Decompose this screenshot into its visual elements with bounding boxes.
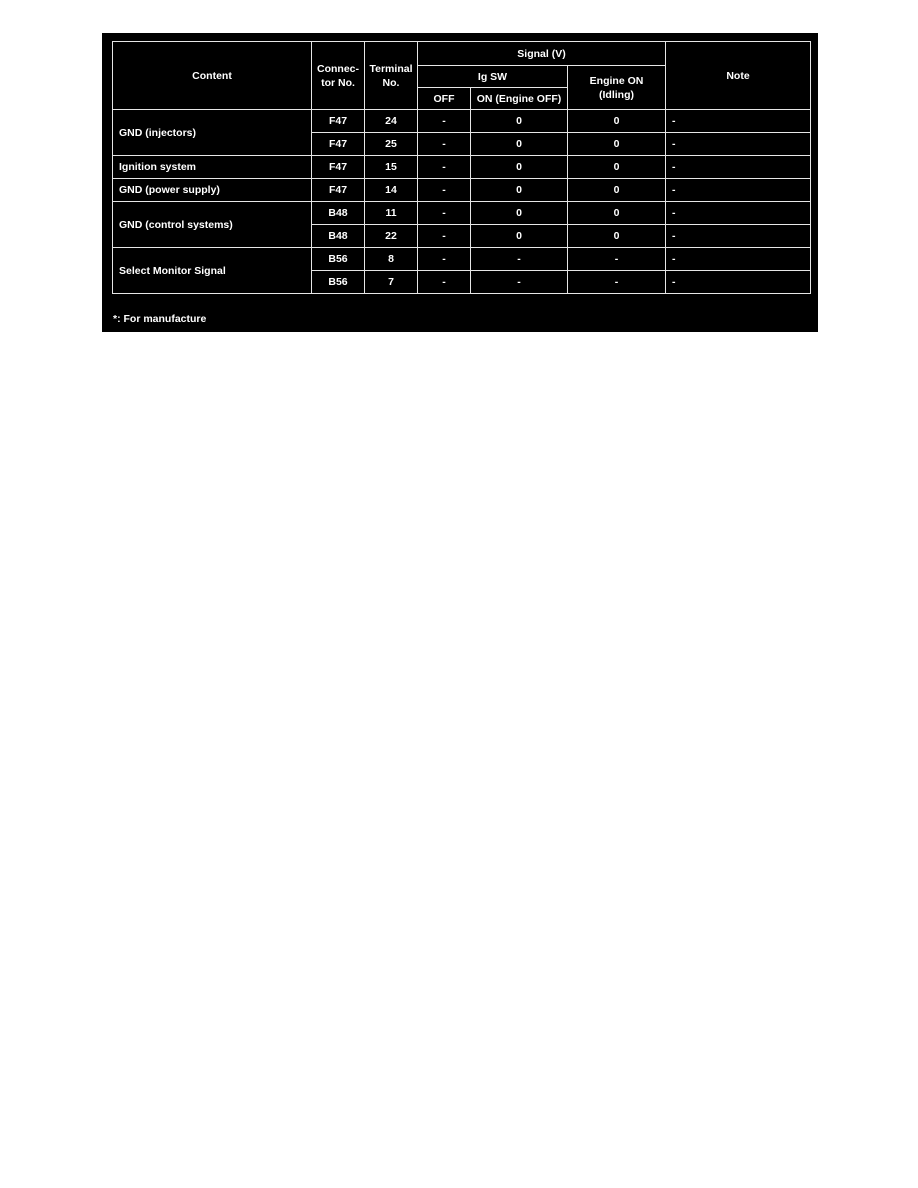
off-cell: - [418,110,471,133]
note-cell: - [666,248,811,271]
engine-on-cell: 0 [568,156,666,179]
connector-cell: F47 [312,179,365,202]
table-row [113,110,811,133]
note-cell: - [666,156,811,179]
connector-cell: F47 [312,156,365,179]
connector-cell: B56 [312,248,365,271]
header-signal: Signal (V) [418,42,666,66]
on-engine-off-cell: - [471,271,568,294]
on-engine-off-cell: 0 [471,179,568,202]
off-cell: - [418,271,471,294]
content-cell: GND (power supply) [113,179,312,202]
terminal-cell: 7 [365,271,418,294]
note-cell: - [666,271,811,294]
header-terminal-no: Terminal No. [365,42,418,110]
off-cell: - [418,133,471,156]
note-cell: - [666,179,811,202]
off-cell: - [418,202,471,225]
table-row [113,248,811,271]
connector-cell: F47 [312,110,365,133]
header-off: OFF [418,88,471,110]
connector-cell: B48 [312,202,365,225]
table-row [113,202,811,225]
engine-on-cell: 0 [568,225,666,248]
content-cell: Select Monitor Signal [113,248,312,294]
on-engine-off-cell: 0 [471,133,568,156]
terminal-cell: 24 [365,110,418,133]
note-cell: - [666,110,811,133]
header-connector-no: Connec- tor No. [312,42,365,110]
header-note: Note [666,42,811,110]
engine-on-cell: 0 [568,133,666,156]
content-cell: Ignition system [113,156,312,179]
engine-on-cell: 0 [568,110,666,133]
off-cell: - [418,248,471,271]
on-engine-off-cell: 0 [471,202,568,225]
header-content: Content [113,42,312,110]
on-engine-off-cell: 0 [471,225,568,248]
header-ig-sw: Ig SW [418,66,568,88]
terminal-signal-table [112,41,811,294]
footnote: *: For manufacture [113,313,207,325]
connector-cell: B48 [312,225,365,248]
on-engine-off-cell: 0 [471,156,568,179]
engine-on-cell: 0 [568,202,666,225]
note-cell: - [666,202,811,225]
connector-cell: B56 [312,271,365,294]
terminal-cell: 25 [365,133,418,156]
terminal-cell: 8 [365,248,418,271]
table-row [113,156,811,179]
terminal-cell: 14 [365,179,418,202]
terminal-cell: 22 [365,225,418,248]
terminal-cell: 15 [365,156,418,179]
engine-on-cell: - [568,271,666,294]
connector-cell: F47 [312,133,365,156]
content-cell: GND (injectors) [113,110,312,156]
engine-on-cell: 0 [568,179,666,202]
engine-on-cell: - [568,248,666,271]
note-cell: - [666,225,811,248]
header-engine-on: Engine ON (Idling) [568,66,666,110]
header-on-engine-off: ON (Engine OFF) [471,88,568,110]
off-cell: - [418,225,471,248]
terminal-table-panel [102,33,818,332]
off-cell: - [418,179,471,202]
content-cell: GND (control systems) [113,202,312,248]
off-cell: - [418,156,471,179]
table-body [113,110,811,294]
on-engine-off-cell: 0 [471,110,568,133]
table-row [113,179,811,202]
terminal-cell: 11 [365,202,418,225]
on-engine-off-cell: - [471,248,568,271]
note-cell: - [666,133,811,156]
